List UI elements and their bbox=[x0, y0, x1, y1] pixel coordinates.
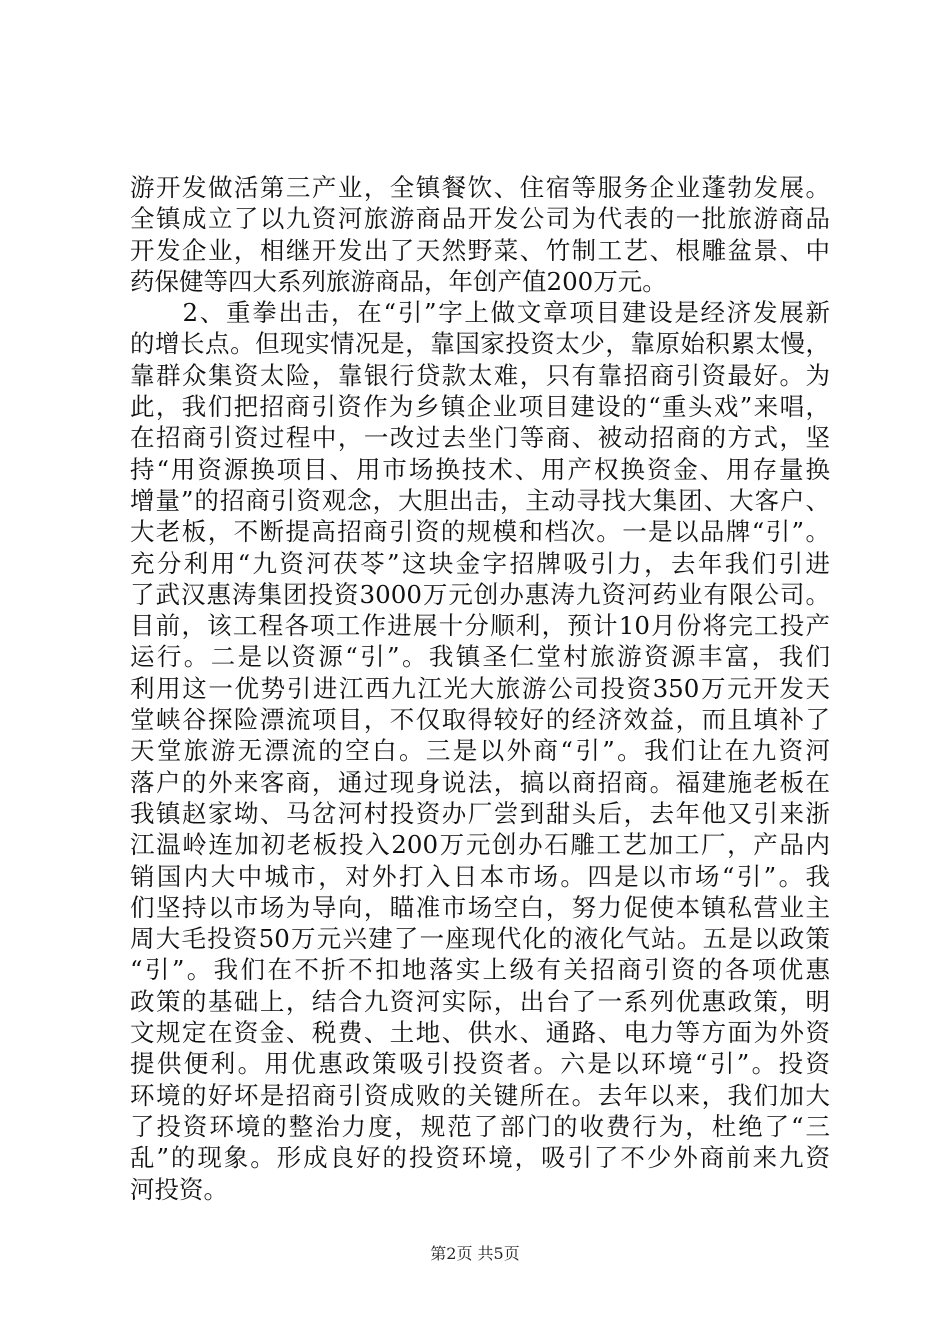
text-line: 了武汉惠涛集团投资3000万元创办惠涛九资河药业有限公司。 bbox=[130, 579, 830, 609]
text-line: 的增长点。但现实情况是，靠国家投资太少，靠原始积累太慢， bbox=[130, 329, 830, 359]
text-line: 在招商引资过程中，一改过去坐门等商、被动招商的方式，坚 bbox=[130, 423, 830, 453]
text-line: 增量”的招商引资观念，大胆出击，主动寻找大集团、大客户、 bbox=[130, 485, 830, 515]
text-line: 天堂旅游无漂流的空白。三是以外商“引”。我们让在九资河 bbox=[130, 736, 830, 766]
text-line: 销国内大中城市，对外打入日本市场。四是以市场“引”。我 bbox=[130, 861, 830, 891]
text-line: 充分利用“九资河茯苓”这块金字招牌吸引力，去年我们引进 bbox=[130, 548, 830, 578]
paragraph-tourism-products bbox=[130, 172, 830, 297]
text-line: 提供便利。用优惠政策吸引投资者。六是以环境“引”。投资 bbox=[130, 1049, 830, 1079]
text-line: 周大毛投资50万元兴建了一座现代化的液化气站。五是以政策 bbox=[130, 924, 830, 954]
text-line: “引”。我们在不折不扣地落实上级有关招商引资的各项优惠 bbox=[130, 955, 830, 985]
text-line: 目前，该工程各项工作进展十分顺利，预计10月份将完工投产 bbox=[130, 611, 830, 641]
text-line: 河投资。 bbox=[130, 1174, 228, 1204]
text-line: 政策的基础上，结合九资河实际，出台了一系列优惠政策，明 bbox=[130, 986, 830, 1016]
text-line: 持“用资源换项目、用市场换技术、用产权换资金、用存量换 bbox=[130, 454, 830, 484]
page-number-footer: 第2页 共5页 bbox=[430, 1244, 520, 1263]
text-line: 乱”的现象。形成良好的投资环境，吸引了不少外商前来九资 bbox=[130, 1143, 830, 1173]
text-line: 此，我们把招商引资作为乡镇企业项目建设的“重头戏”来唱， bbox=[130, 392, 830, 422]
paragraph-investment-attraction bbox=[130, 297, 830, 1205]
text-line: 开发企业，相继开发出了天然野菜、竹制工艺、根雕盆景、中 bbox=[130, 235, 830, 265]
text-line: 药保健等四大系列旅游商品，年创产值200万元。 bbox=[130, 266, 667, 296]
text-line: 大老板，不断提高招商引资的规模和档次。一是以品牌“引”。 bbox=[130, 517, 830, 547]
text-line: 落户的外来客商，通过现身说法，搞以商招商。福建施老板在 bbox=[130, 767, 830, 797]
text-line: 全镇成立了以九资河旅游商品开发公司为代表的一批旅游商品 bbox=[130, 204, 830, 234]
text-line: 江温岭连加初老板投入200万元创办石雕工艺加工厂，产品内 bbox=[130, 830, 830, 860]
document-body bbox=[130, 172, 830, 1205]
text-line: 堂峡谷探险漂流项目，不仅取得较好的经济效益，而且填补了 bbox=[130, 705, 830, 735]
text-line: 了投资环境的整治力度，规范了部门的收费行为，杜绝了“三 bbox=[130, 1111, 830, 1141]
text-line: 靠群众集资太险，靠银行贷款太难，只有靠招商引资最好。为 bbox=[130, 360, 830, 390]
text-line: 2、重拳出击，在“引”字上做文章项目建设是经济发展新 bbox=[130, 298, 830, 328]
text-line: 文规定在资金、税费、土地、供水、通路、电力等方面为外资 bbox=[130, 1018, 830, 1048]
text-line: 利用这一优势引进江西九江光大旅游公司投资350万元开发天 bbox=[130, 673, 830, 703]
text-line: 们坚持以市场为导向，瞄准市场空白，努力促使本镇私营业主 bbox=[130, 892, 830, 922]
text-line: 我镇赵家坳、马岔河村投资办厂尝到甜头后，去年他又引来浙 bbox=[130, 798, 830, 828]
text-line: 环境的好坏是招商引资成败的关键所在。去年以来，我们加大 bbox=[130, 1080, 830, 1110]
text-line: 游开发做活第三产业，全镇餐饮、住宿等服务企业蓬勃发展。 bbox=[130, 173, 830, 202]
text-line: 运行。二是以资源“引”。我镇圣仁堂村旅游资源丰富，我们 bbox=[130, 642, 830, 672]
